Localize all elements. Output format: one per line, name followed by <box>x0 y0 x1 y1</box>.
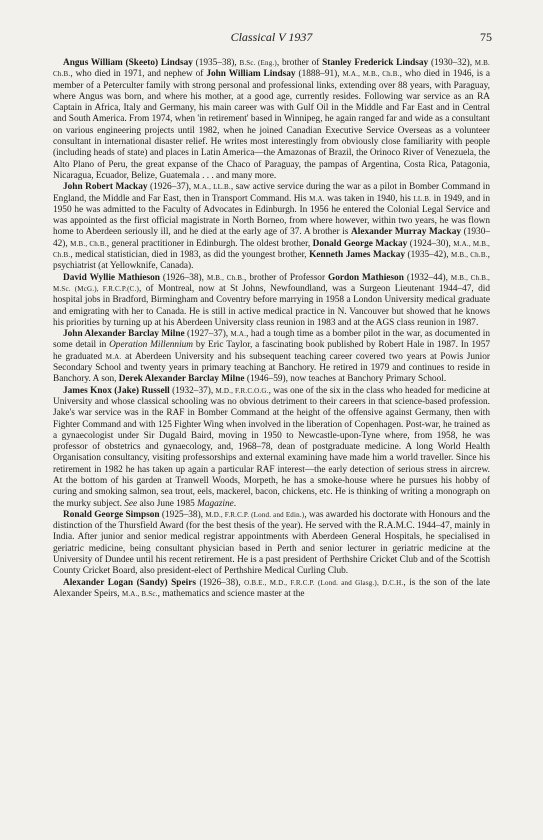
body-text: , psychiatrist (at Yellowknife, Canada). <box>53 250 490 272</box>
body-text: , was awarded his doctorate with Honours and the distinction of the Thursfield Award (for the best thesis of the year). He served with the R.A.M.C. 1944–47, mainly in India. After junior and senior medical registrar appointments with Aberdeen General Hospitals, he specialised in geriatric medicine, being consultant physician based in Perth and senior lecturer in geriatric medicine at the University of Dundee until his recent retirement. He is a past president of Perthshire Cricket Club and of the Scottish County Cricket Board, also president-elect of Perthshire Medical Curling Club. <box>53 509 490 577</box>
body-text: (1930–42), <box>53 227 491 249</box>
body-text: (1924–30), <box>407 238 454 249</box>
body-text: (1926–38), <box>159 272 207 283</box>
page-number: 75 <box>480 30 492 44</box>
body-text: , saw active service during the war as a pilot in Bomber Command in England, the Middle and Far East, then in Transport Command. His <box>53 182 490 204</box>
body-text: , had a tough time as a bomber pilot in the war, as documented in some detail in <box>53 329 490 351</box>
person-name: James Knox (Jake) Russell <box>63 385 170 396</box>
body-text: by Eric Taylor, a fascinating book published by Robert Hale in 1987. In 1957 he graduated <box>53 340 490 362</box>
body-text: , medical statistician, died in 1983, as did the youngest brother, <box>70 250 310 261</box>
italic-text: Operation Millennium <box>109 340 194 351</box>
article-body <box>53 58 490 600</box>
body-text: , was one of the six in the class who headed for medicine at University and whose classical schooling was no obvious detriment to their careers in that science-based profession. Jake's war service was in the RAF in Bomber Command at the height of the offensive against Germany, then with Fighter Command and with 125 Fighter Wing when involved in the liberation of Copenhagen. Post-war, he trained as a gynaecologist under Sir Dugald Baird, moving in 1950 to Newcastle-upon-Tyne where, from 1958, he was professor of obstetrics and gynaecology, and, 1968–78, dean of postgraduate medicine. A long World Health Organisation consultancy, visiting professorships and external examining have made him a world traveller. Since his retirement in 1982 he has taken up again a particular RAF interest—the early detection of serious stress in aircrew. At the bottom of his garden at Tranwell Woods, Morpeth, he has a smoke-house where he pursues his hobby of curing and smoking salmon, sea trout, eels, mackerel, bacon, chickens, etc. He is thinking of writing a monograph on the murky subject. <box>53 385 491 509</box>
body-text: , is the son of the late Alexander Speirs, <box>53 577 490 599</box>
italic-text: See <box>124 498 138 509</box>
body-text: (1888–91), <box>295 69 343 80</box>
degree-abbreviation: M.A. <box>309 194 325 203</box>
body-text: at Aberdeen University and his subsequent teaching career covered two years at Powis Junior Secondary School and twenty years in primary teaching at Banchory. He retired in 1979 and continues to reside in Banchory. A son, <box>53 351 490 385</box>
body-text: , brother of <box>276 58 323 68</box>
body-text: . <box>233 498 237 509</box>
degree-abbreviation: M.B., Ch.B. <box>451 251 488 260</box>
body-text: , who died in 1946, is a member of a Peterculter family with strong personal and professional links, extending over 88 years, with Paraguay, where Angus was born, and where his mother, at a good age, currently resides. Following war service as an RA Captain in Africa, Italy and Germany, his main career was with Gulf Oil in the Middle and Far East and in Central and South America. From 1974, when 'in retirement' based in Winnipeg, he again ranged far and wide as a consultant on various engineering projects until 1982, when he joined Canadian Executive Service Overseas as a volunteer consultant in international disaster relief. He writes most interestingly from obviously close familiarity with people (including heads of state) and places in Latin America—the Amazonas of Brazil, the Orinoco River of Venezuela, the Alto Plano of Peru, the great expanse of the Chaco of Paraguay, the pampas of Argentina, Costa Rica, Patagonia, Nicaragua, Ecuador, Belize, Guatemala . . . and many more. <box>53 69 490 181</box>
person-name: Derek Alexander Barclay Milne <box>118 374 245 385</box>
body-text: , brother of Professor <box>244 272 329 283</box>
body-text: (1925–38), <box>159 509 206 520</box>
body-text: in 1949, and in 1950 he was admitted to the Faculty of Advocates in Edinburgh. In 1956 he entered the Colonial Legal Service and was appointed as the first official magistrate in North Borneo, from where however, within two years, he was flown home to Aberdeen seriously ill, and he died at the early age of 37. A brother is <box>53 193 490 238</box>
body-text: (1930–32), <box>428 58 475 68</box>
degree-abbreviation: M.D., F.R.C.O.G. <box>215 386 269 395</box>
biography-entry <box>53 510 490 578</box>
body-text: (1926–37), <box>147 182 194 193</box>
biography-entry <box>53 273 490 329</box>
degree-abbreviation: O.B.E., M.D., F.R.C.P. (Lond. and Glasg.), D.C.H. <box>244 578 404 587</box>
body-text: , general practitioner in Edinburgh. The oldest brother, <box>106 238 313 249</box>
person-name: Gordon Mathieson <box>328 272 404 283</box>
degree-abbreviation: M.A. <box>105 352 122 361</box>
person-name: Alexander Logan (Sandy) Speirs <box>63 577 196 588</box>
body-text: (1946–59), now teaches at Banchory Primary School. <box>244 374 447 385</box>
running-title: Classical V 1937 <box>230 30 313 44</box>
biography-entry <box>53 386 490 510</box>
body-text: (1935–38), <box>192 58 240 68</box>
degree-abbreviation: M.B., Ch.B., M.Sc. (McG.), F.R.C.P.(C.) <box>53 273 490 293</box>
person-name: David Wyllie Mathieson <box>63 272 160 283</box>
body-text: , of Montreal, now at St Johns, Newfoundland, was a Surgeon Lieutenant 1944–47, did hospital jobs in Bradford, Birmingham and Coventry before marrying in 1958 a London University medical graduate and emigrating with her to Canada. He is still in active medical practice in N. Vancouver but showed that he knows his priorities by turning up at his Aberdeen University class reunion in 1983 and at the AGS class reunion in 1987. <box>53 283 491 328</box>
body-text: (1935–42), <box>405 250 452 261</box>
body-text: (1932–44), <box>403 272 451 283</box>
person-name: Angus William (Skeeto) Lindsay <box>63 58 193 68</box>
person-name: John Alexander Barclay Milne <box>63 329 185 340</box>
degree-abbreviation: B.Sc. (Eng.) <box>239 59 277 67</box>
italic-text: Magazine <box>197 498 234 509</box>
person-name: Kenneth James Mackay <box>309 250 405 261</box>
body-text: (1932–37), <box>169 385 216 396</box>
body-text: (1926–38), <box>195 577 245 588</box>
degree-abbreviation: M.A., M.B., Ch.B. <box>342 70 400 79</box>
biography-entry <box>53 329 490 385</box>
biography-entry <box>53 58 490 182</box>
person-name: John Robert Mackay <box>63 182 148 193</box>
person-name: Alexander Murray Mackay <box>351 227 462 238</box>
biography-entry <box>53 182 490 272</box>
person-name: Stanley Frederick Lindsay <box>322 58 429 68</box>
person-name: John William Lindsay <box>206 69 296 80</box>
body-text: also June 1985 <box>137 498 198 509</box>
degree-abbreviation: M.A. <box>230 330 247 339</box>
degree-abbreviation: M.A., B.Sc. <box>121 589 158 598</box>
body-text: , who died in 1971, and nephew of <box>70 69 207 80</box>
degree-abbreviation: M.A., LL.B. <box>193 183 231 192</box>
page-header <box>53 30 490 52</box>
body-text: was taken in 1940, his <box>324 193 414 204</box>
biography-entry <box>53 578 490 601</box>
degree-abbreviation: M.B. Ch.B. <box>53 59 490 79</box>
degree-abbreviation: M.A., M.B., Ch.B. <box>53 239 490 260</box>
degree-abbreviation: M.D., F.R.C.P. (Lond. and Edin.) <box>205 510 305 519</box>
degree-abbreviation: M.B., Ch.B. <box>206 273 245 282</box>
degree-abbreviation: LL.B. <box>413 194 432 203</box>
person-name: Ronald George Simpson <box>63 509 160 520</box>
body-text: , mathematics and science master at the <box>157 588 305 599</box>
degree-abbreviation: M.B., Ch.B. <box>70 239 107 248</box>
person-name: Donald George Mackay <box>312 238 408 249</box>
body-text: (1927–37), <box>184 329 231 340</box>
